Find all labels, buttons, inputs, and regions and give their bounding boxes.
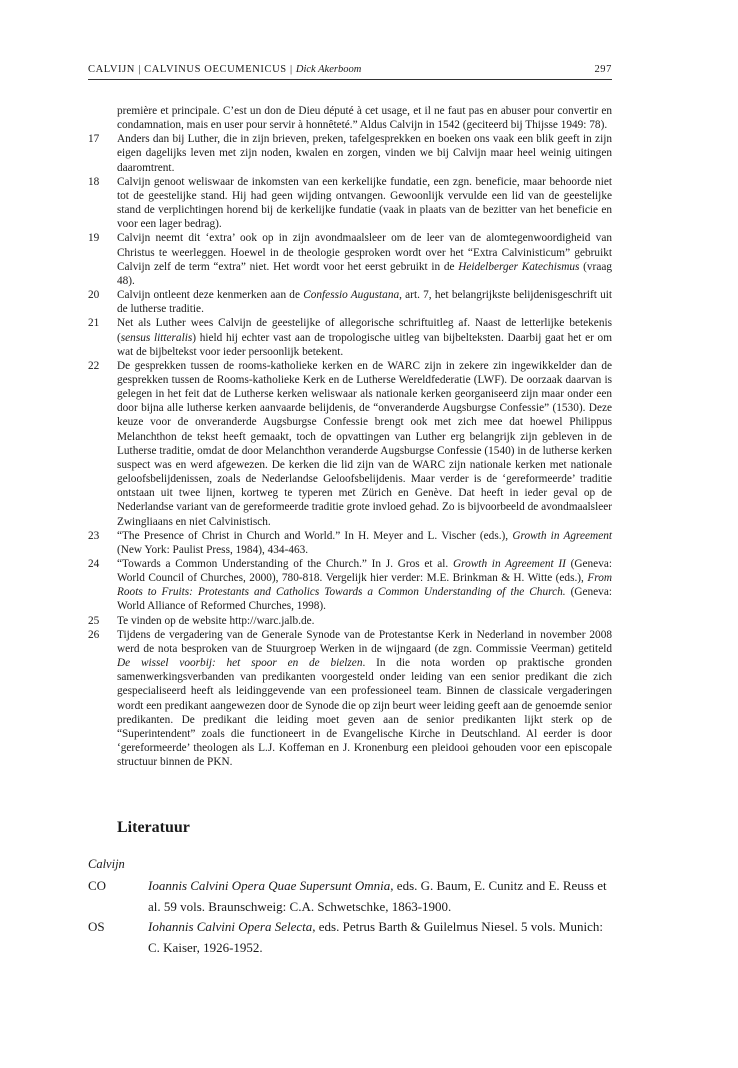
literature-reference [148, 917, 612, 958]
endnote [88, 231, 612, 288]
endnote-text [117, 529, 612, 557]
endnote-italic-text: Growth in Agreement II [452, 558, 566, 570]
endnote-italic-text: sensus litteralis [120, 331, 193, 344]
endnote-number: 22 [88, 359, 100, 372]
endnote-italic-text: Growth in Agreement [512, 529, 612, 542]
literature-details: , eds. Petrus Barth & Guilelmus Niesel. 5 vols. Munich: C. Kaiser, 1926-1952. [148, 919, 603, 955]
endnote [88, 175, 612, 232]
literature-entry [88, 917, 612, 958]
endnote-text [117, 557, 612, 614]
endnote-number: 25 [88, 614, 100, 627]
literature-list [88, 876, 612, 958]
endnote-number: 19 [88, 232, 100, 245]
endnote [88, 628, 612, 770]
literature-heading: Literatuur [117, 819, 190, 836]
endnote-text-run: Anders dan bij Luther, die in zijn brieven, preken, tafelgesprekken en boeken ons vaak een blik geeft in zijn eigen dagelijks leven met zijn noden, kwalen en zorgen, vinden we bij Calvijn maar heel weinig uitingen daaromtrent. [117, 133, 612, 174]
endnote-text [117, 175, 612, 232]
endnote-text-run: Calvijn ontleent deze kenmerken aan de [117, 289, 304, 302]
endnote-text [117, 231, 612, 288]
endnote-text [117, 104, 612, 132]
endnote-text-run: (vraag 48). [117, 260, 612, 287]
endnote-number: 26 [88, 628, 100, 641]
endnote-text-run: Net als Luther wees Calvijn de geestelijke of allegorische schriftuitleg af. Naast de letterlijke betekenis ( [117, 317, 612, 344]
page-number: 297 [594, 64, 612, 75]
endnote-number: 24 [88, 558, 100, 570]
endnote [88, 359, 612, 529]
endnote-text [117, 628, 612, 770]
literature-entry [88, 876, 612, 917]
literature-title: Ioannis Calvini Opera Quae Supersunt Omnia [148, 878, 391, 893]
endnote-number: 20 [88, 289, 100, 302]
endnote-number: 17 [88, 133, 100, 146]
endnote-number [88, 104, 117, 132]
endnote [88, 104, 612, 132]
endnote-italic-text: Confessio Augustana [303, 289, 400, 302]
running-head [88, 64, 612, 75]
endnote-text-run: (New York: Paulist Press, 1984), 434-463. [117, 543, 309, 556]
literature-abbreviation: OS [88, 919, 105, 934]
literature-title: Iohannis Calvini Opera Selecta [148, 919, 313, 934]
endnote [88, 316, 612, 358]
literature-reference [148, 876, 612, 917]
endnotes [88, 104, 612, 769]
endnote [88, 288, 612, 316]
endnote-text-run: (Geneva: World Alliance of Reformed Churches, 1998). [117, 586, 612, 613]
endnote-text-run: Te vinden op de website http://warc.jalb.de. [117, 614, 315, 627]
literature-subheading: Calvijn [88, 857, 125, 871]
endnote-text-run: ) hield hij echter vast aan de tropologische uitleg van bijbelteksten. Daarbij gaat het er om wat de bijbeltekst voor ieder persoonlijk betekent. [117, 331, 612, 358]
endnote-text [117, 316, 612, 358]
header-rule [88, 79, 612, 80]
endnote-text [117, 359, 612, 529]
endnote-number: 18 [88, 175, 100, 188]
endnote-text [117, 288, 612, 316]
endnote [88, 132, 612, 174]
endnote-text-run: Tijdens de vergadering van de Generale Synode van de Protestantse Kerk in Nederland in november 2008 werd de nota besproken van de Stuurgroep Werken in de wijngaard (de zgn. Commissie Veerman) getiteld [117, 628, 612, 655]
endnote-italic-text: From Roots to Fruits: Protestants and Catholics Towards a Common Understanding of the Church. [117, 572, 612, 599]
endnote [88, 614, 612, 628]
endnote-text-run: De gesprekken tussen de rooms-katholieke kerken en de WARC zijn in zekere zin ingewikkelder dan de gesprekken tussen de Rooms-katholieke Kerk en de Lutherse Wereldfederatie (LWF). De oorzaak daarvan is gelegen in het feit dat de Lutherse kerken weliswaar als nationale kerken georganiseerd zijn maar onder een door bijna alle lutherse kerken aanvaarde belijdenis, de “onveranderde Augsburgse Confessie” (1530). Deze keuze voor de onveranderde Augsburgse Confessie brengt ook met zich mee dat hoewel Philippus Melanchthon de tekst heeft gemaakt, toch de opvattingen van Luther erg belangrijk zijn gebleven in de Lutherse traditie, omdat de door Melanchthon veranderde Augsburgse Confessie (1540) in de lutherse kerken suspect was en werd afgewezen. De kerken die lid zijn van de WARC zijn nationale kerken met nationale geloofsbelijdenissen, zoals de Nederlandse Geloofsbelijdenis. Maar verder is de ‘gereformeerde’ traditie ontstaan uit twee lijnen, kortweg te typeren met Zürich en Genève. Dat heeft in ieder geval op de Nederlandse variant van de gereformeerde traditie grote invloed gehad. Zo is bijvoorbeeld de avondmaalsleer Zwingliaans en niet Calvinistisch. [117, 359, 612, 528]
endnote-number: 21 [88, 317, 100, 330]
endnote-text-run: “Towards a Common Understanding of the Church.” In J. Gros et al. [117, 558, 453, 570]
endnote-text [117, 614, 612, 628]
endnote-text-run: . In die nota worden op praktische gronden samenwerkingsverbanden van predikanten voorgesteld onder leiding van een senior predikant die zich gespecialiseerd heeft als leidinggevende van een professioneel team. Binnen de classicale vergaderingen wordt een predikant aangewezen door de Synode die op zijn beurt weer leiding geeft aan de genoemde senior predikanten. De predikant die leiding moet geven aan de senior predikanten lijkt sterk op de “Superintendent” zoals die functioneert in de Evangelische Kirche in Deutschland. Al eerder is door ‘gereformeerde’ theologen als L.J. Koffeman en J. Kronenburg een pleidooi gehouden voor een episcopale structuur binnen de PKN. [117, 657, 612, 769]
endnote-number: 23 [88, 529, 100, 542]
endnote-italic-text: De wissel voorbij: het spoor en de bielzen [117, 657, 363, 670]
running-head-title: CALVIJN | CALVINUS OECUMENICUS | Dick Akerboom [88, 64, 362, 75]
endnote-text-run: , art. 7, het belangrijkste belijdenisgeschrift uit de lutherse traditie. [117, 289, 613, 316]
endnote-text-run: Calvijn genoot weliswaar de inkomsten van een kerkelijke fundatie, een zgn. beneficie, maar behoorde niet tot de geestelijke stand. Hij had geen wijding ontvangen. Gewoonlijk vervulde een lid van de geestelijke stand de verplichtingen horend bij de kerkelijke fundatie (vaak in plaats van de bezitter van het beneficie en voor een lager bedrag). [117, 175, 612, 231]
running-head-author: Dick Akerboom [295, 64, 362, 75]
endnote-text-run: Calvijn neemt dit ‘extra’ ook op in zijn avondmaalsleer om de leer van de alomtegenwoordigheid van Christus te weerleggen. Hoewel in de theologie gesproken wordt over het “Extra Calvinisticum” gebruikt Calvijn zelf de term “extra” niet. Het wordt voor het eerst gebruikt in de [117, 232, 612, 273]
endnote-text-run: (Geneva: World Council of Churches, 2000), 780-818. Vergelijk hier verder: M.E. Brinkman & H. Witte (eds.), [117, 558, 612, 585]
endnote [88, 557, 612, 614]
endnote [88, 529, 612, 557]
endnote-text [117, 132, 612, 174]
endnote-italic-text: Heidelberger Katechismus [458, 260, 580, 273]
endnote-text-run: “The Presence of Christ in Church and World.” In H. Meyer and L. Vischer (eds.), [117, 529, 513, 542]
literature-details: , eds. G. Baum, E. Cunitz and E. Reuss et al. 59 vols. Braunschweig: C.A. Schwetschke, 1863-1900. [148, 878, 607, 914]
literature-abbreviation: CO [88, 878, 107, 893]
endnote-text-run: première et principale. C’est un don de Dieu député à cet usage, et il ne faut pas en abuser pour convertir en condamnation, mais en user pour servir à honnêteté.” Aldus Calvijn in 1542 (geciteerd bij Thijsse 1949: 78). [117, 105, 612, 132]
